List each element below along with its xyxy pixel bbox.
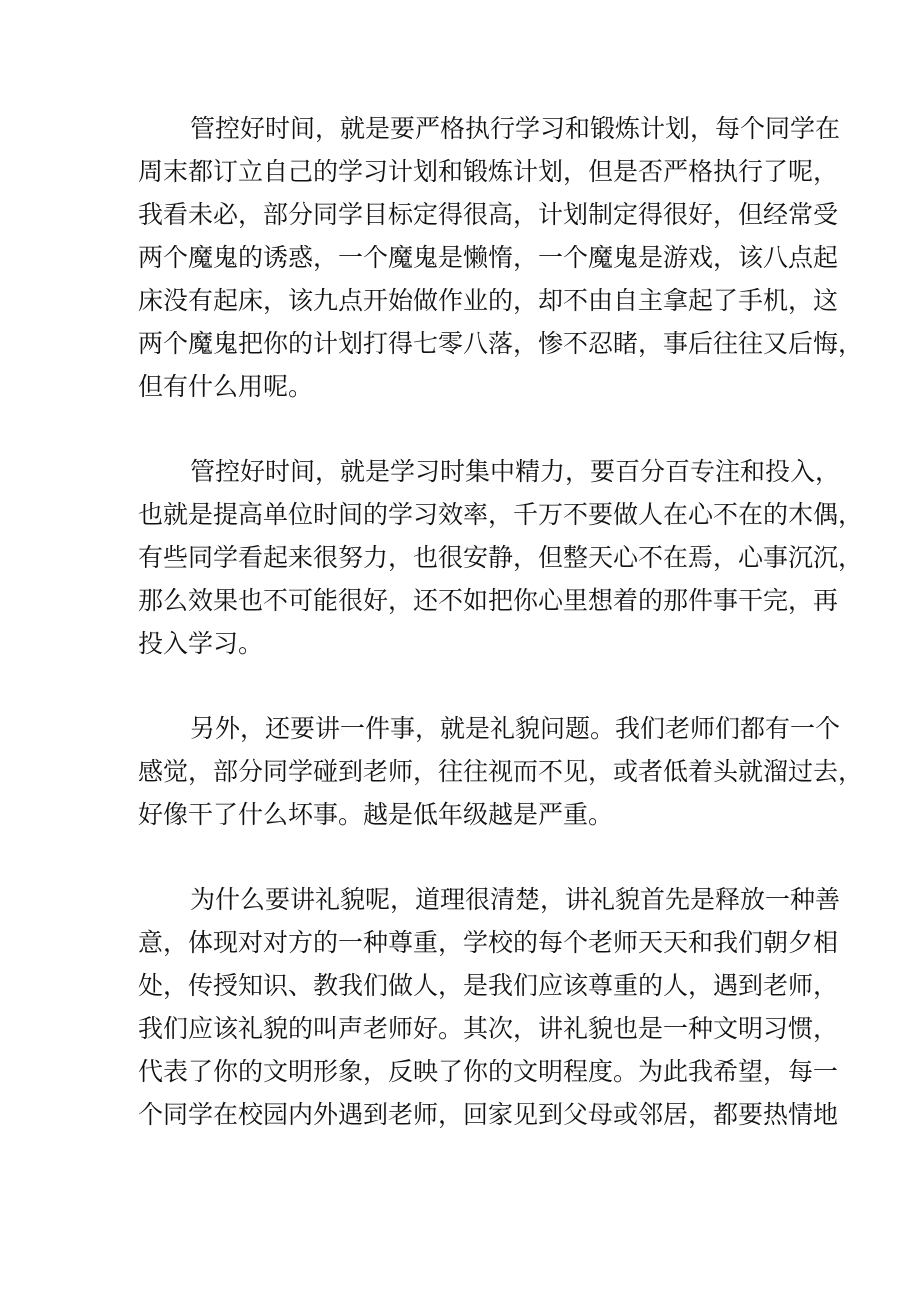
text-line: 但有什么用呢。	[138, 372, 314, 401]
text-line: 床没有起床，该九点开始做作业的，却不由自主拿起了手机，这	[138, 286, 839, 315]
text-line: 两个魔鬼把你的计划打得七零八落，惨不忍睹，事后往往又后悔，	[138, 329, 864, 358]
text-line: 也就是提高单位时间的学习效率，千万不要做人在心不在的木偶，	[138, 500, 864, 529]
text-line: 有些同学看起来很努力，也很安静，但整天心不在焉，心事沉沉，	[138, 543, 864, 572]
text-line: 代表了你的文明形象，反映了你的文明程度。为此我希望，每一	[138, 1057, 839, 1086]
paragraph-time-management-plan	[138, 107, 864, 408]
text-line: 投入学习。	[138, 629, 264, 658]
text-line: 处，传授知识、教我们做人，是我们应该尊重的人，遇到老师，	[138, 971, 839, 1000]
text-line: 我们应该礼貌的叫声老师好。其次，讲礼貌也是一种文明习惯，	[138, 1014, 839, 1043]
text-line: 感觉，部分同学碰到老师，往往视而不见，或者低着头就溜过去，	[138, 757, 864, 786]
text-line: 管控好时间，就是要严格执行学习和锻炼计划，每个同学在	[190, 114, 841, 143]
text-line: 两个魔鬼的诱惑，一个魔鬼是懒惰，一个魔鬼是游戏，该八点起	[138, 243, 839, 272]
text-line: 个同学在校园内外遇到老师，回家见到父母或邻居，都要热情地	[138, 1100, 839, 1129]
text-line: 我看未必，部分同学目标定得很高，计划制定得很好，但经常受	[138, 200, 839, 229]
text-line: 那么效果也不可能很好，还不如把你心里想着的那件事干完，再	[138, 586, 839, 615]
text-line: 管控好时间，就是学习时集中精力，要百分百专注和投入，	[190, 457, 841, 486]
text-line: 好像干了什么坏事。越是低年级越是严重。	[138, 800, 614, 829]
paragraph-why-courtesy	[138, 878, 841, 1136]
text-line: 为什么要讲礼貌呢，道理很清楚，讲礼貌首先是释放一种善	[190, 885, 841, 914]
text-line: 另外，还要讲一件事，就是礼貌问题。我们老师们都有一个	[190, 714, 841, 743]
text-line: 意，体现对对方的一种尊重，学校的每个老师天天和我们朝夕相	[138, 928, 839, 957]
text-line: 周末都订立自己的学习计划和锻炼计划，但是否严格执行了呢，	[138, 157, 839, 186]
paragraph-time-management-focus	[138, 450, 864, 665]
paragraph-courtesy-issue	[138, 707, 864, 836]
